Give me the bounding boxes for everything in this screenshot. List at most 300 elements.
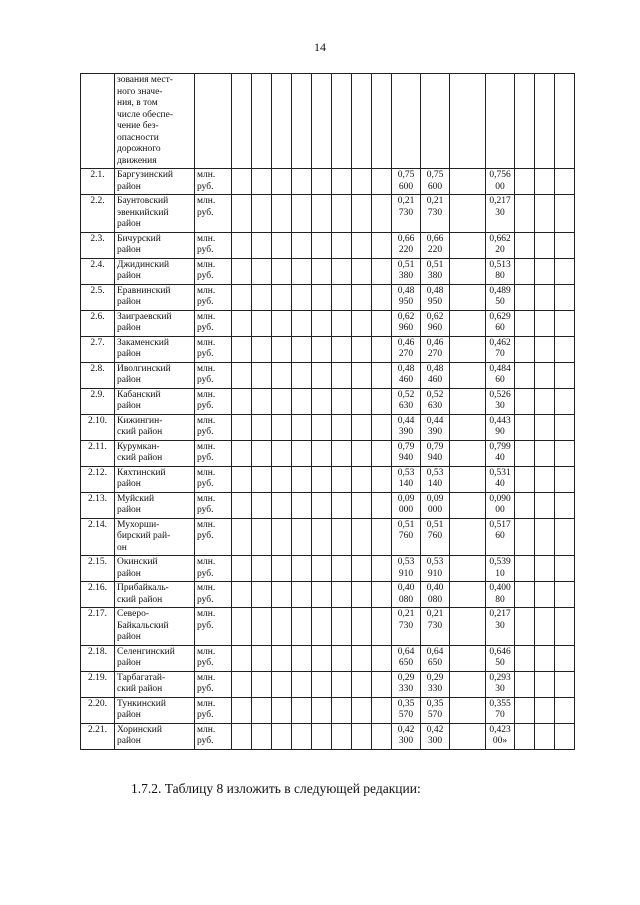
- empty-cell: [535, 608, 555, 646]
- district-name: Кижингин- ский район: [115, 414, 195, 440]
- empty-cell: [450, 466, 486, 492]
- empty-cell: [555, 608, 575, 646]
- value-cell: 0,51 760: [392, 518, 421, 556]
- empty-cell: [292, 169, 312, 195]
- value-cell: 0,217 30: [486, 608, 515, 646]
- unit: млн. руб.: [195, 582, 232, 608]
- empty-cell: [450, 232, 486, 258]
- empty-cell: [450, 723, 486, 749]
- empty-cell: [535, 582, 555, 608]
- empty-cell: [392, 74, 421, 169]
- empty-cell: [292, 582, 312, 608]
- district-name: Тарбагатай- ский район: [115, 671, 195, 697]
- empty-cell: [252, 284, 272, 310]
- row-number: 2.8.: [81, 362, 115, 388]
- empty-cell: [450, 492, 486, 518]
- empty-cell: [515, 169, 535, 195]
- empty-cell: [372, 284, 392, 310]
- row-number: 2.2.: [81, 195, 115, 233]
- empty-cell: [232, 697, 252, 723]
- empty-cell: [272, 74, 292, 169]
- empty-cell: [252, 645, 272, 671]
- empty-cell: [515, 671, 535, 697]
- table-row: [81, 466, 575, 492]
- empty-cell: [372, 440, 392, 466]
- empty-cell: [450, 362, 486, 388]
- empty-cell: [352, 697, 372, 723]
- value-cell: 0,48 950: [392, 284, 421, 310]
- value-cell: 0,21 730: [392, 195, 421, 233]
- value-cell: 0,21 730: [421, 608, 450, 646]
- empty-cell: [555, 582, 575, 608]
- empty-cell: [555, 362, 575, 388]
- empty-cell: [515, 74, 535, 169]
- empty-cell: [272, 440, 292, 466]
- empty-cell: [292, 466, 312, 492]
- empty-cell: [272, 723, 292, 749]
- row-number: 2.12.: [81, 466, 115, 492]
- empty-cell: [252, 723, 272, 749]
- empty-cell: [312, 608, 332, 646]
- empty-cell: [535, 195, 555, 233]
- empty-cell: [272, 582, 292, 608]
- empty-cell: [292, 258, 312, 284]
- value-cell: 0,66 220: [392, 232, 421, 258]
- empty-cell: [272, 466, 292, 492]
- empty-cell: [352, 258, 372, 284]
- empty-cell: [535, 336, 555, 362]
- row-number: 2.13.: [81, 492, 115, 518]
- empty-cell: [292, 723, 312, 749]
- empty-cell: [372, 556, 392, 582]
- empty-cell: [312, 388, 332, 414]
- value-cell: 0,423 00»: [486, 723, 515, 749]
- empty-cell: [555, 671, 575, 697]
- empty-cell: [292, 362, 312, 388]
- table-row: [81, 645, 575, 671]
- empty-cell: [352, 608, 372, 646]
- value-cell: 0,44 390: [421, 414, 450, 440]
- empty-cell: [450, 258, 486, 284]
- empty-cell: [555, 723, 575, 749]
- value-cell: 0,40 080: [392, 582, 421, 608]
- empty-cell: [450, 556, 486, 582]
- empty-cell: [515, 645, 535, 671]
- value-cell: 0,64 650: [421, 645, 450, 671]
- empty-cell: [252, 518, 272, 556]
- value-cell: 0,51 380: [421, 258, 450, 284]
- empty-cell: [515, 284, 535, 310]
- empty-cell: [272, 310, 292, 336]
- row-number: 2.10.: [81, 414, 115, 440]
- empty-cell: [352, 232, 372, 258]
- empty-cell: [252, 195, 272, 233]
- empty-cell: [486, 74, 515, 169]
- empty-cell: [312, 645, 332, 671]
- value-cell: 0,62 960: [392, 310, 421, 336]
- empty-cell: [372, 608, 392, 646]
- value-cell: 0,646 50: [486, 645, 515, 671]
- empty-cell: [332, 310, 352, 336]
- district-name: Кяхтинский район: [115, 466, 195, 492]
- unit: млн. руб.: [195, 608, 232, 646]
- empty-cell: [272, 284, 292, 310]
- empty-cell: [292, 310, 312, 336]
- instruction-text: 1.7.2. Таблицу 8 изложить в следующей редакции:: [131, 781, 421, 796]
- empty-cell: [332, 195, 352, 233]
- empty-cell: [292, 608, 312, 646]
- empty-cell: [232, 284, 252, 310]
- empty-cell: [515, 608, 535, 646]
- value-cell: 0,51 760: [421, 518, 450, 556]
- value-cell: 0,52 630: [421, 388, 450, 414]
- empty-cell: [352, 582, 372, 608]
- empty-cell: [372, 723, 392, 749]
- unit: млн. руб.: [195, 492, 232, 518]
- empty-cell: [352, 492, 372, 518]
- empty-cell: [535, 232, 555, 258]
- continuation-text: зования мест- ного значе- ния, в том числе обеспе- чение без- опасности дорожного движения: [115, 74, 195, 169]
- empty-cell: [515, 414, 535, 440]
- district-name: Тункинский район: [115, 697, 195, 723]
- empty-cell: [232, 195, 252, 233]
- table-row: [81, 310, 575, 336]
- unit: млн. руб.: [195, 414, 232, 440]
- row-number: 2.18.: [81, 645, 115, 671]
- empty-cell: [292, 284, 312, 310]
- empty-cell: [232, 414, 252, 440]
- empty-cell: [450, 310, 486, 336]
- empty-cell: [352, 284, 372, 310]
- empty-cell: [555, 518, 575, 556]
- empty-cell: [352, 74, 372, 169]
- empty-cell: [352, 440, 372, 466]
- value-cell: 0,355 70: [486, 697, 515, 723]
- empty-cell: [292, 195, 312, 233]
- empty-cell: [352, 723, 372, 749]
- empty-cell: [372, 697, 392, 723]
- district-name: Селенгинский район: [115, 645, 195, 671]
- value-cell: 0,539 10: [486, 556, 515, 582]
- empty-cell: [332, 258, 352, 284]
- district-name: Хоринский район: [115, 723, 195, 749]
- empty-cell: [515, 697, 535, 723]
- empty-cell: [372, 310, 392, 336]
- empty-cell: [312, 336, 332, 362]
- value-cell: 0,29 330: [421, 671, 450, 697]
- row-number: 2.11.: [81, 440, 115, 466]
- empty-cell: [555, 440, 575, 466]
- empty-cell: [332, 518, 352, 556]
- table-row: [81, 232, 575, 258]
- empty-cell: [450, 608, 486, 646]
- table-row: [81, 336, 575, 362]
- empty-cell: [252, 74, 272, 169]
- empty-cell: [292, 518, 312, 556]
- value-cell: 0,53 910: [392, 556, 421, 582]
- empty-cell: [332, 582, 352, 608]
- empty-cell: [535, 74, 555, 169]
- table-row: [81, 440, 575, 466]
- row-number: 2.15.: [81, 556, 115, 582]
- row-number: 2.5.: [81, 284, 115, 310]
- empty-cell: [232, 723, 252, 749]
- empty-cell: [352, 518, 372, 556]
- district-name: Северо- Байкальский район: [115, 608, 195, 646]
- empty-cell: [555, 310, 575, 336]
- empty-cell: [535, 169, 555, 195]
- unit: млн. руб.: [195, 466, 232, 492]
- table-row: [81, 492, 575, 518]
- empty-cell: [312, 671, 332, 697]
- empty-cell: [232, 608, 252, 646]
- row-number: 2.9.: [81, 388, 115, 414]
- empty-cell: [272, 608, 292, 646]
- empty-cell: [352, 645, 372, 671]
- empty-cell: [372, 671, 392, 697]
- district-name: Кабанский район: [115, 388, 195, 414]
- empty-cell: [332, 440, 352, 466]
- empty-cell: [555, 556, 575, 582]
- unit: млн. руб.: [195, 195, 232, 233]
- table-row-continuation: [81, 74, 575, 169]
- empty-cell: [352, 310, 372, 336]
- unit: млн. руб.: [195, 284, 232, 310]
- empty-cell: [515, 723, 535, 749]
- value-cell: 0,21 730: [421, 195, 450, 233]
- empty-cell: [535, 414, 555, 440]
- empty-cell: [515, 310, 535, 336]
- row-number: 2.19.: [81, 671, 115, 697]
- empty-cell: [450, 169, 486, 195]
- empty-cell: [292, 232, 312, 258]
- empty-cell: [352, 362, 372, 388]
- empty-cell: [232, 582, 252, 608]
- table-row: [81, 671, 575, 697]
- value-cell: 0,79 940: [392, 440, 421, 466]
- empty-cell: [312, 723, 332, 749]
- empty-cell: [332, 74, 352, 169]
- empty-cell: [555, 414, 575, 440]
- value-cell: 0,21 730: [392, 608, 421, 646]
- unit: млн. руб.: [195, 671, 232, 697]
- empty-cell: [555, 284, 575, 310]
- table-row: [81, 284, 575, 310]
- value-cell: 0,629 60: [486, 310, 515, 336]
- empty-cell: [535, 258, 555, 284]
- empty-cell: [272, 556, 292, 582]
- unit: млн. руб.: [195, 440, 232, 466]
- empty-cell: [515, 492, 535, 518]
- empty-cell: [312, 697, 332, 723]
- empty-cell: [252, 362, 272, 388]
- empty-cell: [312, 518, 332, 556]
- empty-cell: [450, 388, 486, 414]
- empty-cell: [272, 645, 292, 671]
- empty-cell: [372, 388, 392, 414]
- empty-cell: [515, 232, 535, 258]
- empty-cell: [450, 582, 486, 608]
- value-cell: 0,53 140: [421, 466, 450, 492]
- empty-cell: [450, 671, 486, 697]
- empty-cell: [252, 492, 272, 518]
- value-cell: 0,293 30: [486, 671, 515, 697]
- empty-cell: [332, 608, 352, 646]
- empty-cell: [352, 466, 372, 492]
- empty-cell: [372, 362, 392, 388]
- table-row: [81, 388, 575, 414]
- empty-cell: [252, 310, 272, 336]
- empty-cell: [332, 362, 352, 388]
- empty-cell: [272, 388, 292, 414]
- empty-cell: [352, 195, 372, 233]
- empty-cell: [535, 492, 555, 518]
- empty-cell: [232, 466, 252, 492]
- unit: млн. руб.: [195, 258, 232, 284]
- unit: млн. руб.: [195, 336, 232, 362]
- value-cell: 0,531 40: [486, 466, 515, 492]
- value-cell: 0,35 570: [421, 697, 450, 723]
- value-cell: 0,09 000: [392, 492, 421, 518]
- value-cell: 0,44 390: [392, 414, 421, 440]
- unit: млн. руб.: [195, 362, 232, 388]
- table-row: [81, 258, 575, 284]
- value-cell: 0,217 30: [486, 195, 515, 233]
- value-cell: 0,40 080: [421, 582, 450, 608]
- value-cell: 0,53 910: [421, 556, 450, 582]
- empty-cell: [372, 258, 392, 284]
- empty-cell: [252, 697, 272, 723]
- row-number: 2.20.: [81, 697, 115, 723]
- empty-cell: [312, 440, 332, 466]
- empty-cell: [292, 697, 312, 723]
- empty-cell: [232, 232, 252, 258]
- empty-cell: [535, 697, 555, 723]
- table-row: [81, 608, 575, 646]
- empty-cell: [232, 336, 252, 362]
- value-cell: 0,526 30: [486, 388, 515, 414]
- empty-cell: [450, 195, 486, 233]
- district-name: Мухорши- бирский рай- он: [115, 518, 195, 556]
- district-name: Курумкан- ский район: [115, 440, 195, 466]
- empty-cell: [332, 466, 352, 492]
- row-number: 2.16.: [81, 582, 115, 608]
- empty-cell: [252, 232, 272, 258]
- empty-cell: [312, 74, 332, 169]
- empty-cell: [372, 169, 392, 195]
- empty-cell: [232, 310, 252, 336]
- value-cell: 0,75 600: [392, 169, 421, 195]
- unit: млн. руб.: [195, 697, 232, 723]
- empty-cell: [372, 645, 392, 671]
- empty-cell: [535, 645, 555, 671]
- empty-cell: [535, 723, 555, 749]
- district-name: Заиграевский район: [115, 310, 195, 336]
- empty-cell: [450, 440, 486, 466]
- table-row: [81, 518, 575, 556]
- empty-cell: [332, 388, 352, 414]
- row-number: 2.17.: [81, 608, 115, 646]
- empty-cell: [535, 440, 555, 466]
- row-number: 2.4.: [81, 258, 115, 284]
- empty-cell: [252, 258, 272, 284]
- empty-cell: [292, 336, 312, 362]
- empty-cell: [232, 440, 252, 466]
- empty-cell: [312, 414, 332, 440]
- empty-cell: [535, 556, 555, 582]
- empty-cell: [515, 388, 535, 414]
- budget-table: [80, 73, 575, 750]
- value-cell: 0,79 940: [421, 440, 450, 466]
- empty-cell: [352, 336, 372, 362]
- empty-cell: [332, 284, 352, 310]
- empty-cell: [292, 671, 312, 697]
- empty-cell: [252, 671, 272, 697]
- empty-cell: [312, 232, 332, 258]
- unit: млн. руб.: [195, 645, 232, 671]
- empty-cell: [535, 388, 555, 414]
- value-cell: 0,090 00: [486, 492, 515, 518]
- value-cell: 0,799 40: [486, 440, 515, 466]
- empty-cell: [312, 466, 332, 492]
- empty-cell: [332, 336, 352, 362]
- empty-cell: [312, 284, 332, 310]
- row-number: 2.21.: [81, 723, 115, 749]
- empty-cell: [252, 440, 272, 466]
- district-name: Окинский район: [115, 556, 195, 582]
- empty-cell: [450, 414, 486, 440]
- row-number: 2.3.: [81, 232, 115, 258]
- district-name: Баунтовский эвенкийский район: [115, 195, 195, 233]
- empty-cell: [515, 336, 535, 362]
- value-cell: 0,62 960: [421, 310, 450, 336]
- empty-cell: [555, 232, 575, 258]
- empty-cell: [372, 518, 392, 556]
- empty-cell: [252, 388, 272, 414]
- empty-cell: [272, 697, 292, 723]
- empty-cell: [535, 466, 555, 492]
- empty-cell: [352, 556, 372, 582]
- empty-cell: [312, 258, 332, 284]
- empty-cell: [232, 645, 252, 671]
- value-cell: 0,35 570: [392, 697, 421, 723]
- empty-cell: [450, 284, 486, 310]
- empty-cell: [332, 645, 352, 671]
- empty-cell: [352, 169, 372, 195]
- empty-cell: [81, 74, 115, 169]
- empty-cell: [555, 388, 575, 414]
- empty-cell: [515, 518, 535, 556]
- unit: млн. руб.: [195, 310, 232, 336]
- empty-cell: [292, 556, 312, 582]
- empty-cell: [352, 414, 372, 440]
- unit: млн. руб.: [195, 232, 232, 258]
- page-number: 14: [314, 40, 326, 54]
- table-row: [81, 556, 575, 582]
- empty-cell: [352, 388, 372, 414]
- unit: млн. руб.: [195, 518, 232, 556]
- empty-cell: [372, 336, 392, 362]
- table-body: [81, 74, 575, 750]
- empty-cell: [515, 582, 535, 608]
- empty-cell: [232, 492, 252, 518]
- table-row: [81, 697, 575, 723]
- empty-cell: [272, 336, 292, 362]
- empty-cell: [555, 466, 575, 492]
- value-cell: 0,48 950: [421, 284, 450, 310]
- empty-cell: [332, 697, 352, 723]
- empty-cell: [555, 74, 575, 169]
